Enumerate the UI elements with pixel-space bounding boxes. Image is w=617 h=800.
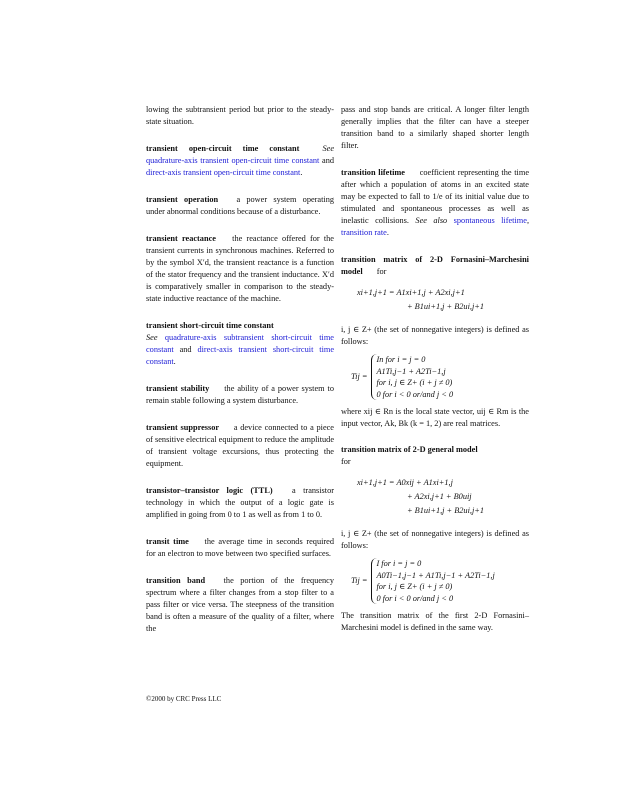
entry-suppressor	[146, 422, 334, 470]
general-defined: i, j ∈ Z+ (the set of nonnegative integers) is defined as follows:	[341, 529, 529, 550]
right-column	[341, 104, 529, 649]
entry-ttl	[146, 485, 334, 521]
case-line: A0Ti−1,j−1 + A1Ti,j−1 + A2Ti−1,j	[376, 570, 495, 580]
general-heading-line	[341, 444, 529, 468]
def-transit-time: the average time in seconds required for an electron to move between two specified surfaces.	[146, 537, 334, 558]
term-transit-time: transit time	[146, 537, 189, 546]
case-line: 0 for i < 0 or/and j < 0	[376, 389, 454, 399]
entry-transition-band	[146, 575, 334, 635]
link-direct-short-circuit[interactable]: direct-axis transient short-circuit time constant	[146, 345, 335, 366]
term-transition-band: transition band	[146, 576, 206, 585]
def-operation: a power system operating under abnormal conditions because of a disturbance.	[146, 195, 335, 216]
period: .	[173, 357, 176, 366]
def-reactance: the reactance offered for the transient currents in synchronous machines. Referred to by the symbol X′d, the transient reactance is a function of the stator frequency and the transient inductance. X′d is comparatively smaller in comparison to the steady-state inductive reactance of the machine.	[146, 234, 334, 303]
left-column	[146, 104, 334, 650]
fornasini-cases-equation	[351, 354, 529, 400]
case-line: In for i = j = 0	[376, 355, 426, 364]
eq-line-2: + B1ui+1,j + B2ui,j+1	[407, 302, 485, 311]
fornasini-where: where xij ∈ Rn is the local state vector, uij ∈ Rm is the input vector, Ak, Bk (k = 1, 2) are real matrices.	[341, 407, 529, 428]
entry-reactance	[146, 233, 334, 305]
cases-brace	[371, 354, 453, 400]
term-lifetime: transition lifetime	[341, 168, 405, 177]
see-label: See	[322, 144, 335, 153]
for-text: for	[341, 457, 351, 466]
see-also-label: See also	[415, 216, 448, 225]
eq-line-1: xi+1,j+1 = A1xi+1,j + A2xi,j+1	[357, 288, 465, 297]
left-intro: lowing the subtransient period but prior to the steady-state situation.	[146, 105, 334, 126]
term-stability: transient stability	[146, 384, 210, 393]
right-intro: pass and stop bands are critical. A longer filter length generally implies that the filter can have a steeper transition band to a similarly shaped shorter length filter.	[341, 105, 529, 150]
copyright-footer: ©2000 by CRC Press LLC	[146, 695, 222, 703]
link-quadrature-short-circuit[interactable]: quadrature-axis subtransient short-circuit time constant	[146, 333, 334, 354]
entry-stability	[146, 383, 334, 407]
and-text: and	[322, 156, 334, 165]
entry-fornasini	[341, 254, 529, 430]
eq-line-1: xi+1,j+1 = A0xij + A1xi+1,j	[357, 478, 453, 487]
eq-line-2: + A2xi,j+1 + B0uij	[407, 492, 472, 501]
see-label: See	[146, 333, 158, 342]
term-fornasini: transition matrix of 2-D Fornasini–Marchesini model	[341, 255, 529, 276]
cases-brace	[371, 558, 494, 604]
for-text: for	[376, 267, 387, 276]
period: .	[386, 228, 389, 237]
case-line: I for i = j = 0	[376, 559, 422, 568]
cases-lhs: Tij =	[351, 372, 368, 381]
def-lifetime: coefficient representing the time after which a population of atoms in an excited state may be expected to fall to 1/e of its initial value due to stimulated and spontaneous processes as well as inelastic collisions.	[341, 168, 529, 225]
term-operation: transient operation	[146, 195, 219, 204]
link-spontaneous-lifetime[interactable]: spontaneous lifetime	[453, 216, 527, 225]
entry-short-circuit	[146, 320, 334, 368]
fornasini-defined: i, j ∈ Z+ (the set of nonnegative integers) is defined as follows:	[341, 325, 529, 346]
case-line: for i, j ∈ Z+ (i + j ≠ 0)	[376, 582, 453, 591]
link-quadrature-open-circuit[interactable]: quadrature-axis transient open-circuit time constant	[146, 156, 320, 165]
link-transition-rate[interactable]: transition rate	[341, 228, 387, 237]
term-ttl: transistor–transistor logic (TTL)	[146, 486, 273, 495]
comma: ,	[526, 216, 530, 225]
term-reactance: transient reactance	[146, 234, 216, 243]
and-text: and	[179, 345, 192, 354]
term-open-circuit: transient open-circuit time constant	[146, 144, 300, 153]
entry-transit-time	[146, 536, 334, 560]
fornasini-heading-line	[341, 254, 529, 278]
case-line: A1Ti,j−1 + A2Ti−1,j	[376, 366, 446, 376]
case-line: for i, j ∈ Z+ (i + j ≠ 0)	[376, 378, 453, 387]
def-transition-band: the portion of the frequency spectrum where a filter changes from a stop filter to a pass filter or vice versa. The steepness of the transition band is often a measure of the quality of a filter, where the	[146, 576, 335, 633]
general-closing: The transition matrix of the first 2-D Fornasini–Marchesini model is defined in the same way.	[341, 611, 529, 632]
cases-lhs: Tij =	[351, 576, 368, 585]
entry-general-model	[341, 444, 529, 634]
eq-line-3: + B1ui+1,j + B2ui,j+1	[407, 506, 485, 515]
def-suppressor: a device connected to a piece of sensitive electrical equipment to reduce the amplitude of transient voltage excursions, thus protecting the equipment.	[146, 423, 334, 468]
def-stability: the ability of a power system to remain stable following a system disturbance.	[146, 384, 334, 405]
term-general-model: transition matrix of 2-D general model	[341, 445, 478, 454]
link-direct-open-circuit[interactable]: direct-axis transient open-circuit time constant	[146, 168, 301, 177]
term-short-circuit: transient short-circuit time constant	[146, 321, 274, 330]
general-cases-equation	[351, 558, 529, 604]
entry-open-circuit	[146, 143, 334, 179]
case-line: 0 for i < 0 or/and j < 0	[376, 593, 454, 603]
def-ttl: a transistor technology in which the output of a logic gate is amplified in going from 0 to 1 as well as from 1 to 0.	[146, 486, 335, 519]
general-state-equation	[357, 476, 529, 518]
term-suppressor: transient suppressor	[146, 423, 220, 432]
entry-lifetime	[341, 167, 529, 239]
entry-operation	[146, 194, 334, 218]
period: .	[300, 168, 303, 177]
fornasini-state-equation	[357, 286, 529, 314]
